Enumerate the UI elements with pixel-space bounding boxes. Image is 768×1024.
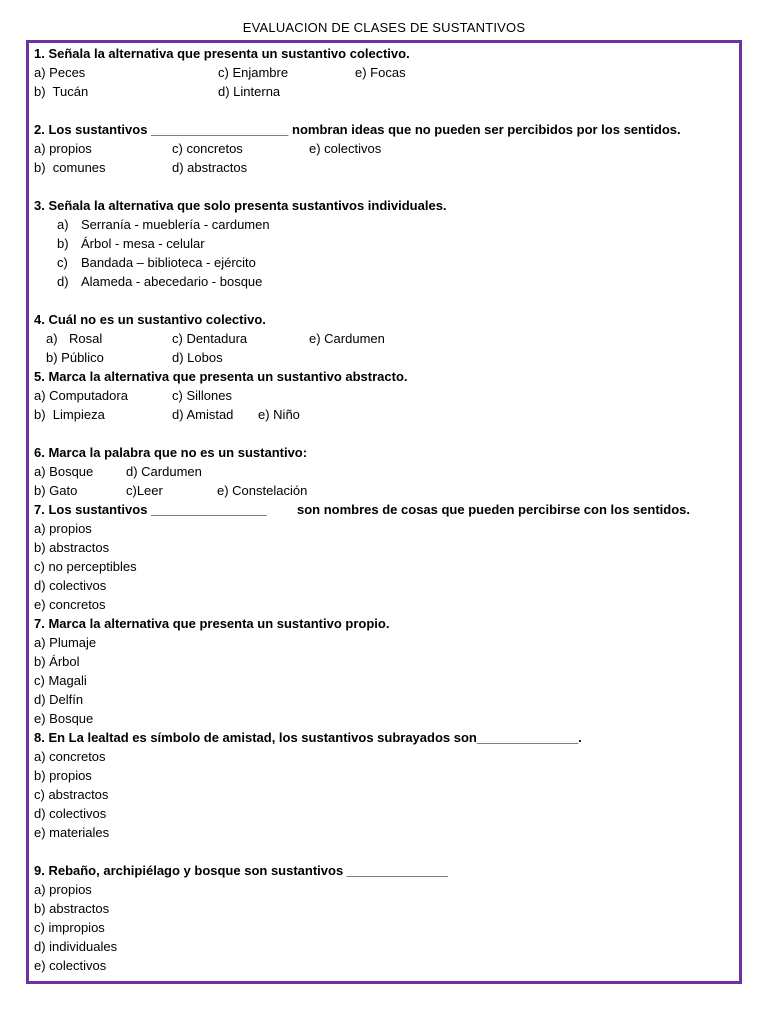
- question-9-option-c: c) impropios: [34, 920, 105, 935]
- question-7b-option-b: b) Árbol: [34, 654, 80, 669]
- question-1-option-d: d) Linterna: [218, 84, 281, 99]
- question-7-option-d: d) colectivos: [34, 578, 107, 593]
- question-3-text: 3. Señala la alternativa que solo presenta sustantivos individuales.: [34, 198, 447, 213]
- question-4-option-a-text: Rosal: [69, 331, 103, 346]
- question-3-option-b-text: Árbol - mesa - celular: [81, 236, 205, 251]
- question-4-text: 4. Cuál no es un sustantivo colectivo.: [34, 312, 266, 327]
- question-9-option-e: e) colectivos: [34, 958, 107, 973]
- question-7b-option-e: e) Bosque: [34, 711, 94, 726]
- question-2-option-a: a) propios: [34, 141, 92, 156]
- question-6-text: 6. Marca la palabra que no es un sustantivo:: [34, 445, 308, 460]
- question-3-option-c-text: Bandada – biblioteca - ejército: [81, 255, 256, 270]
- question-5-option-e: e) Niño: [258, 407, 300, 422]
- question-8-text: 8. En La lealtad es símbolo de amistad, los sustantivos subrayados son______________.: [34, 730, 582, 745]
- page-title: EVALUACION DE CLASES DE SUSTANTIVOS: [242, 20, 526, 35]
- question-7-text: 7. Los sustantivos ________________: [34, 502, 267, 517]
- question-8-option-b: b) propios: [34, 768, 92, 783]
- question-4-option-d: d) Lobos: [172, 350, 223, 365]
- question-1-option-c: c) Enjambre: [218, 65, 289, 80]
- question-4-option-b: b) Público: [46, 350, 104, 365]
- question-4-option-e: e) Cardumen: [309, 331, 385, 346]
- question-6-option-d: d) Cardumen: [126, 464, 202, 479]
- question-5-option-c: c) Sillones: [172, 388, 232, 403]
- question-3-option-b-letter: b): [57, 236, 69, 251]
- question-4-option-c: c) Dentadura: [172, 331, 248, 346]
- question-9-option-a: a) propios: [34, 882, 92, 897]
- question-7-option-c: c) no perceptibles: [34, 559, 137, 574]
- question-3-option-a-text: Serranía - mueblería - cardumen: [81, 217, 270, 232]
- question-7-option-e: e) concretos: [34, 597, 106, 612]
- question-9-option-d: d) individuales: [34, 939, 118, 954]
- question-5-option-d: d) Amistad: [172, 407, 234, 422]
- question-4-option-a-letter: a): [46, 331, 58, 346]
- question-2-option-e: e) colectivos: [309, 141, 382, 156]
- question-5-text: 5. Marca la alternativa que presenta un sustantivo abstracto.: [34, 369, 408, 384]
- question-9-text: 9. Rebaño, archipiélago y bosque son sustantivos ______________: [34, 863, 449, 878]
- question-6-option-b: b) Gato: [34, 483, 78, 498]
- question-1-option-b: b) Tucán: [34, 84, 89, 99]
- question-2-option-b: b) comunes: [34, 160, 106, 175]
- question-7b-option-a: a) Plumaje: [34, 635, 97, 650]
- question-3-option-d-letter: d): [57, 274, 69, 289]
- question-7-option-b: b) abstractos: [34, 540, 110, 555]
- question-8-option-a: a) concretos: [34, 749, 106, 764]
- question-9-option-b: b) abstractos: [34, 901, 110, 916]
- question-6-option-c: c)Leer: [126, 483, 163, 498]
- question-7-option-a: a) propios: [34, 521, 92, 536]
- question-8-option-c: c) abstractos: [34, 787, 109, 802]
- question-1-text: 1. Señala la alternativa que presenta un sustantivo colectivo.: [34, 46, 410, 61]
- question-7b-option-c: c) Magali: [34, 673, 87, 688]
- question-7b-option-d: d) Delfín: [34, 692, 84, 707]
- question-8-option-d: d) colectivos: [34, 806, 107, 821]
- question-2-option-d: d) abstractos: [172, 160, 248, 175]
- question-2-text: 2. Los sustantivos ___________________ nombran ideas que no pueden ser percibidos por los sentidos.: [34, 122, 681, 137]
- question-2-option-c: c) concretos: [172, 141, 243, 156]
- question-7-text-continued: son nombres de cosas que pueden percibirse con los sentidos.: [297, 502, 690, 517]
- question-1-option-e: e) Focas: [355, 65, 406, 80]
- question-1-option-a: a) Peces: [34, 65, 86, 80]
- question-3-option-c-letter: c): [57, 255, 68, 270]
- question-3-option-a-letter: a): [57, 217, 69, 232]
- question-6-option-e: e) Constelación: [217, 483, 308, 498]
- question-8-option-e: e) materiales: [34, 825, 110, 840]
- question-5-option-b: b) Limpieza: [34, 407, 105, 422]
- question-6-option-a: a) Bosque: [34, 464, 94, 479]
- question-3-option-d-text: Alameda - abecedario - bosque: [81, 274, 263, 289]
- question-5-option-a: a) Computadora: [34, 388, 128, 403]
- question-7b-text: 7. Marca la alternativa que presenta un sustantivo propio.: [34, 616, 390, 631]
